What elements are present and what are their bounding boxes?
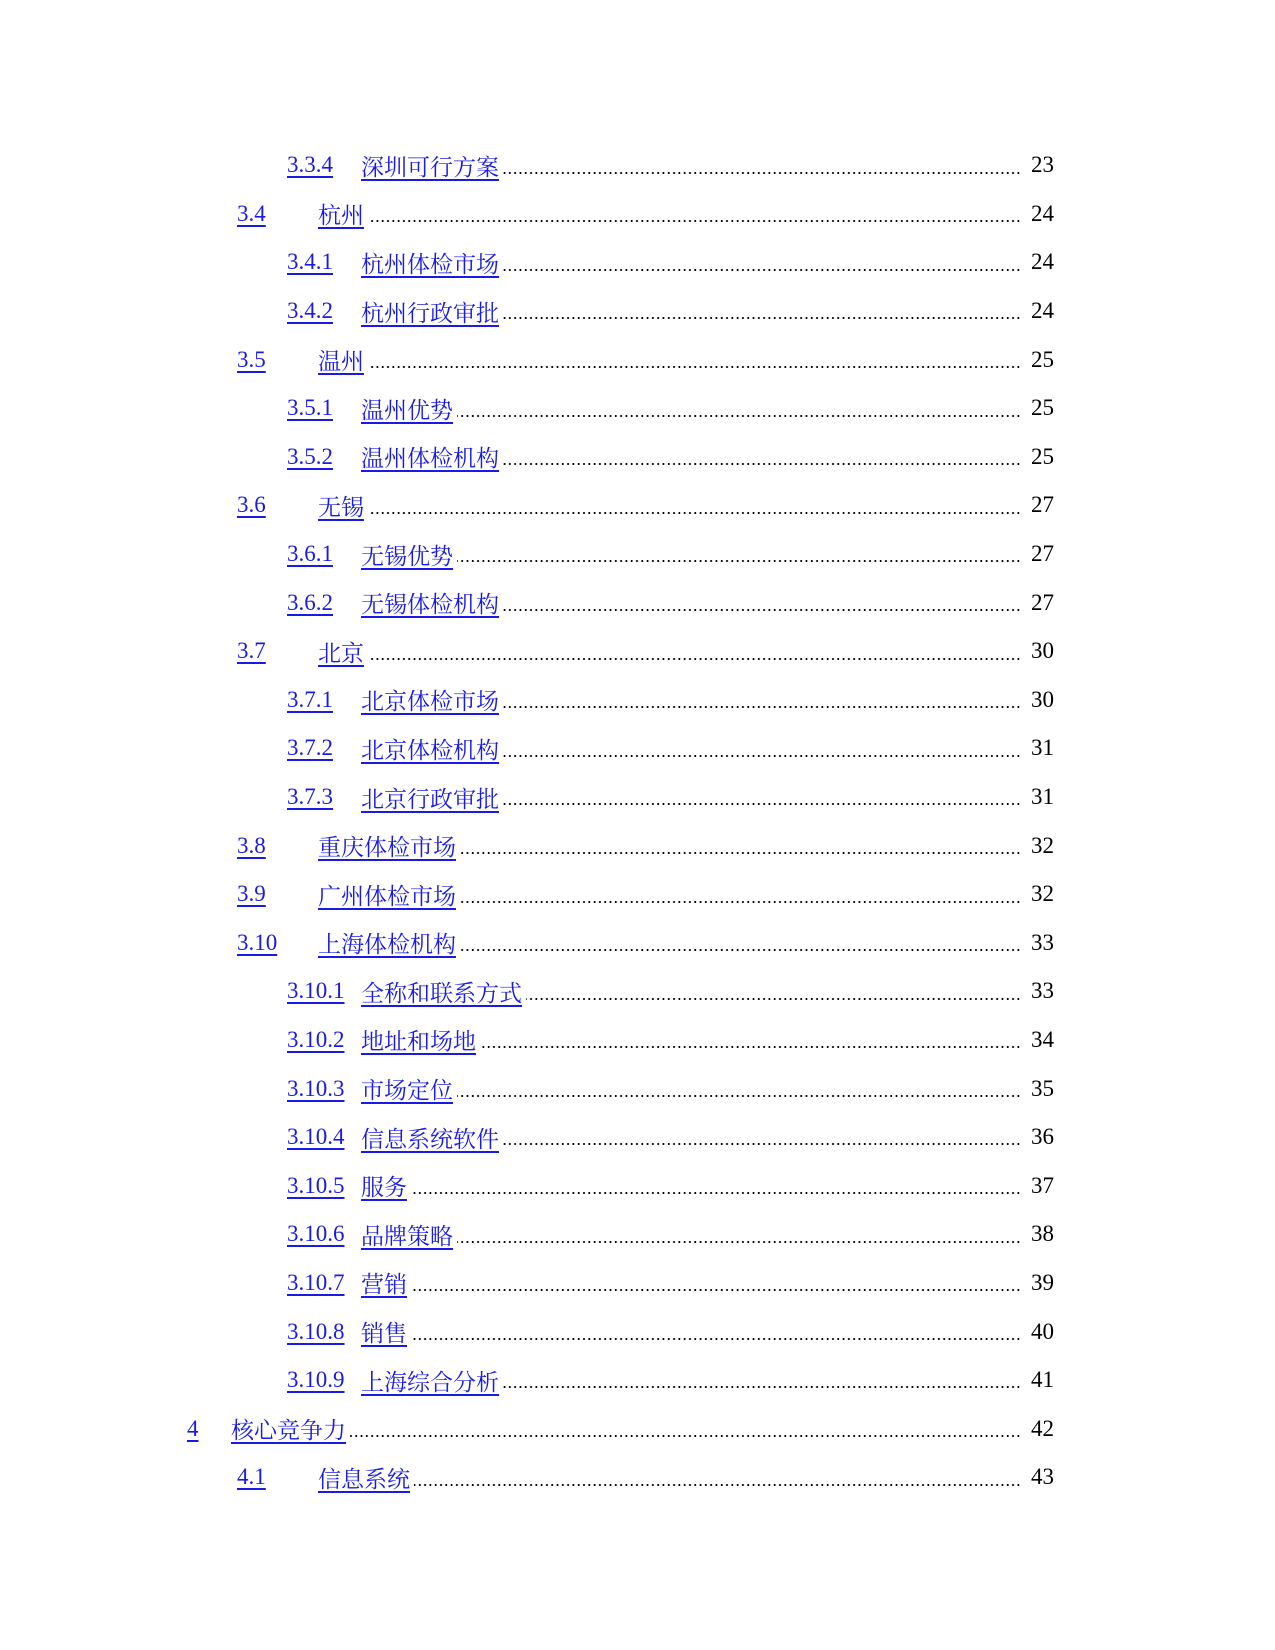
toc-entry-number-link[interactable]: 3.7.3 <box>287 784 333 810</box>
toc-page-number: 24 <box>1031 298 1054 324</box>
toc-dot-leader <box>414 1484 1021 1486</box>
toc-dot-leader <box>503 755 1021 757</box>
toc-entry-title-link[interactable]: 信息系统软件 <box>361 1126 499 1152</box>
toc-page-number: 25 <box>1031 346 1054 372</box>
toc-entry-title-link[interactable]: 核心竞争力 <box>231 1418 346 1444</box>
toc-entry-title-link[interactable]: 温州 <box>318 349 364 375</box>
toc-dot-leader <box>411 1192 1021 1194</box>
toc-entry-title-link[interactable]: 北京 <box>318 640 364 666</box>
toc-entry-title-link[interactable]: 北京体检市场 <box>361 689 499 715</box>
toc-entry-title-link[interactable]: 无锡优势 <box>361 543 453 569</box>
toc-entry[interactable] <box>0 1404 1275 1453</box>
toc-entry-title-link[interactable]: 无锡 <box>318 494 364 520</box>
toc-dot-leader <box>503 803 1021 805</box>
toc-dot-leader <box>457 560 1021 562</box>
toc-page-number: 24 <box>1031 200 1054 226</box>
toc-entry-title-link[interactable]: 北京体检机构 <box>361 737 499 763</box>
toc-entry-number-link[interactable]: 3.10.7 <box>287 1269 345 1295</box>
toc-entry[interactable] <box>0 1113 1275 1162</box>
toc-dot-leader <box>368 512 1021 514</box>
table-of-contents <box>0 141 1275 1502</box>
toc-page-number: 27 <box>1031 589 1054 615</box>
toc-dot-leader <box>411 1338 1021 1340</box>
toc-entry-number-link[interactable]: 3.5.1 <box>287 395 333 421</box>
toc-page-number: 41 <box>1031 1367 1054 1393</box>
toc-dot-leader <box>460 852 1021 854</box>
toc-entry-title-link[interactable]: 杭州 <box>318 203 364 229</box>
toc-dot-leader <box>480 1046 1021 1048</box>
toc-entry-number-link[interactable]: 3.4.2 <box>287 298 333 324</box>
toc-entry-number-link[interactable]: 3.7 <box>237 638 266 664</box>
toc-entry-number-link[interactable]: 3.6.1 <box>287 541 333 567</box>
toc-dot-leader <box>526 998 1021 1000</box>
toc-dot-leader <box>368 366 1021 368</box>
toc-entry-title-link[interactable]: 品牌策略 <box>361 1223 453 1249</box>
toc-entry[interactable] <box>0 1259 1275 1308</box>
toc-page-number: 43 <box>1031 1464 1054 1490</box>
toc-dot-leader <box>457 1095 1021 1097</box>
toc-entry-number-link[interactable]: 3.3.4 <box>287 152 333 178</box>
toc-dot-leader <box>460 949 1021 951</box>
toc-entry-title-link[interactable]: 温州优势 <box>361 397 453 423</box>
toc-page-number: 32 <box>1031 832 1054 858</box>
toc-entry[interactable] <box>0 287 1275 336</box>
toc-entry-title-link[interactable]: 信息系统 <box>318 1466 410 1492</box>
toc-page-number: 25 <box>1031 443 1054 469</box>
toc-entry-number-link[interactable]: 3.9 <box>237 881 266 907</box>
toc-entry[interactable] <box>0 384 1275 433</box>
toc-entry-title-link[interactable]: 上海体检机构 <box>318 932 456 958</box>
toc-entry[interactable] <box>0 919 1275 968</box>
toc-entry[interactable] <box>0 1210 1275 1259</box>
toc-page-number: 33 <box>1031 929 1054 955</box>
toc-dot-leader <box>368 658 1021 660</box>
toc-page-number: 39 <box>1031 1269 1054 1295</box>
toc-entry-title-link[interactable]: 杭州体检市场 <box>361 251 499 277</box>
toc-entry-number-link[interactable]: 3.10.9 <box>287 1367 345 1393</box>
toc-entry-number-link[interactable]: 3.6.2 <box>287 589 333 615</box>
toc-dot-leader <box>368 220 1021 222</box>
toc-page-number: 24 <box>1031 249 1054 275</box>
toc-entry-number-link[interactable]: 3.4 <box>237 200 266 226</box>
toc-entry[interactable] <box>0 578 1275 627</box>
toc-entry[interactable] <box>0 676 1275 725</box>
toc-entry-number-link[interactable]: 3.10.3 <box>287 1075 345 1101</box>
toc-entry-number-link[interactable]: 3.10.8 <box>287 1318 345 1344</box>
toc-entry[interactable] <box>0 724 1275 773</box>
toc-entry-number-link[interactable]: 4.1 <box>237 1464 266 1490</box>
toc-entry-title-link[interactable]: 北京行政审批 <box>361 786 499 812</box>
toc-page-number: 31 <box>1031 784 1054 810</box>
toc-page-number: 42 <box>1031 1415 1054 1441</box>
toc-dot-leader <box>503 706 1021 708</box>
toc-entry[interactable] <box>0 870 1275 919</box>
toc-entry-number-link[interactable]: 3.5 <box>237 346 266 372</box>
toc-entry-number-link[interactable]: 3.10.2 <box>287 1026 345 1052</box>
toc-entry-title-link[interactable]: 地址和场地 <box>361 1029 476 1055</box>
toc-entry[interactable] <box>0 821 1275 870</box>
toc-entry-number-link[interactable]: 3.10.1 <box>287 978 345 1004</box>
toc-page-number: 25 <box>1031 395 1054 421</box>
toc-dot-leader <box>503 269 1021 271</box>
toc-entry[interactable] <box>0 627 1275 676</box>
toc-entry[interactable] <box>0 1307 1275 1356</box>
toc-page-number: 36 <box>1031 1124 1054 1150</box>
toc-page-number: 27 <box>1031 492 1054 518</box>
toc-entry-title-link[interactable]: 深圳可行方案 <box>361 154 499 180</box>
toc-entry-number-link[interactable]: 3.10.5 <box>287 1172 345 1198</box>
toc-dot-leader <box>503 1143 1021 1145</box>
toc-entry-title-link[interactable]: 服务 <box>361 1175 407 1201</box>
toc-entry-number-link[interactable]: 3.7.2 <box>287 735 333 761</box>
toc-entry[interactable] <box>0 967 1275 1016</box>
toc-dot-leader <box>503 1386 1021 1388</box>
toc-entry-number-link[interactable]: 3.6 <box>237 492 266 518</box>
toc-entry-title-link[interactable]: 市场定位 <box>361 1078 453 1104</box>
toc-entry-number-link[interactable]: 3.5.2 <box>287 443 333 469</box>
toc-page-number: 32 <box>1031 881 1054 907</box>
toc-entry[interactable] <box>0 1356 1275 1405</box>
toc-dot-leader <box>503 609 1021 611</box>
toc-entry-title-link[interactable]: 销售 <box>361 1321 407 1347</box>
toc-page-number: 30 <box>1031 638 1054 664</box>
toc-entry-number-link[interactable]: 3.7.1 <box>287 686 333 712</box>
toc-entry[interactable] <box>0 238 1275 287</box>
toc-entry[interactable] <box>0 190 1275 239</box>
toc-entry[interactable] <box>0 141 1275 190</box>
toc-entry[interactable] <box>0 773 1275 822</box>
toc-dot-leader <box>457 1241 1021 1243</box>
toc-dot-leader <box>411 1289 1021 1291</box>
toc-entry-title-link[interactable]: 重庆体检市场 <box>318 835 456 861</box>
toc-entry-title-link[interactable]: 营销 <box>361 1272 407 1298</box>
toc-dot-leader <box>503 317 1021 319</box>
toc-page-number: 30 <box>1031 686 1054 712</box>
toc-page-number: 34 <box>1031 1026 1054 1052</box>
toc-entry[interactable] <box>0 1453 1275 1502</box>
toc-entry-number-link[interactable]: 3.4.1 <box>287 249 333 275</box>
toc-entry-title-link[interactable]: 全称和联系方式 <box>361 980 522 1006</box>
toc-dot-leader <box>503 172 1021 174</box>
toc-page-number: 40 <box>1031 1318 1054 1344</box>
toc-page-number: 27 <box>1031 541 1054 567</box>
toc-entry[interactable] <box>0 433 1275 482</box>
toc-page-number: 37 <box>1031 1172 1054 1198</box>
toc-entry-title-link[interactable]: 广州体检市场 <box>318 883 456 909</box>
toc-page-number: 23 <box>1031 152 1054 178</box>
toc-entry-number-link[interactable]: 4 <box>187 1415 199 1441</box>
toc-entry-title-link[interactable]: 无锡体检机构 <box>361 592 499 618</box>
toc-page-number: 38 <box>1031 1221 1054 1247</box>
toc-entry[interactable] <box>0 530 1275 579</box>
toc-dot-leader <box>457 415 1021 417</box>
toc-dot-leader <box>460 901 1021 903</box>
toc-entry-number-link[interactable]: 3.10 <box>237 929 278 955</box>
toc-entry-title-link[interactable]: 温州体检机构 <box>361 446 499 472</box>
toc-entry[interactable] <box>0 335 1275 384</box>
toc-entry-title-link[interactable]: 杭州行政审批 <box>361 300 499 326</box>
toc-dot-leader <box>503 463 1021 465</box>
toc-dot-leader <box>350 1435 1021 1437</box>
toc-page-number: 31 <box>1031 735 1054 761</box>
toc-entry-number-link[interactable]: 3.10.4 <box>287 1124 345 1150</box>
toc-entry-number-link[interactable]: 3.8 <box>237 832 266 858</box>
toc-entry[interactable] <box>0 1161 1275 1210</box>
toc-page-number: 33 <box>1031 978 1054 1004</box>
toc-entry-title-link[interactable]: 上海综合分析 <box>361 1369 499 1395</box>
toc-page-number: 35 <box>1031 1075 1054 1101</box>
toc-entry[interactable] <box>0 481 1275 530</box>
toc-entry[interactable] <box>0 1016 1275 1065</box>
toc-entry-number-link[interactable]: 3.10.6 <box>287 1221 345 1247</box>
toc-entry[interactable] <box>0 1064 1275 1113</box>
